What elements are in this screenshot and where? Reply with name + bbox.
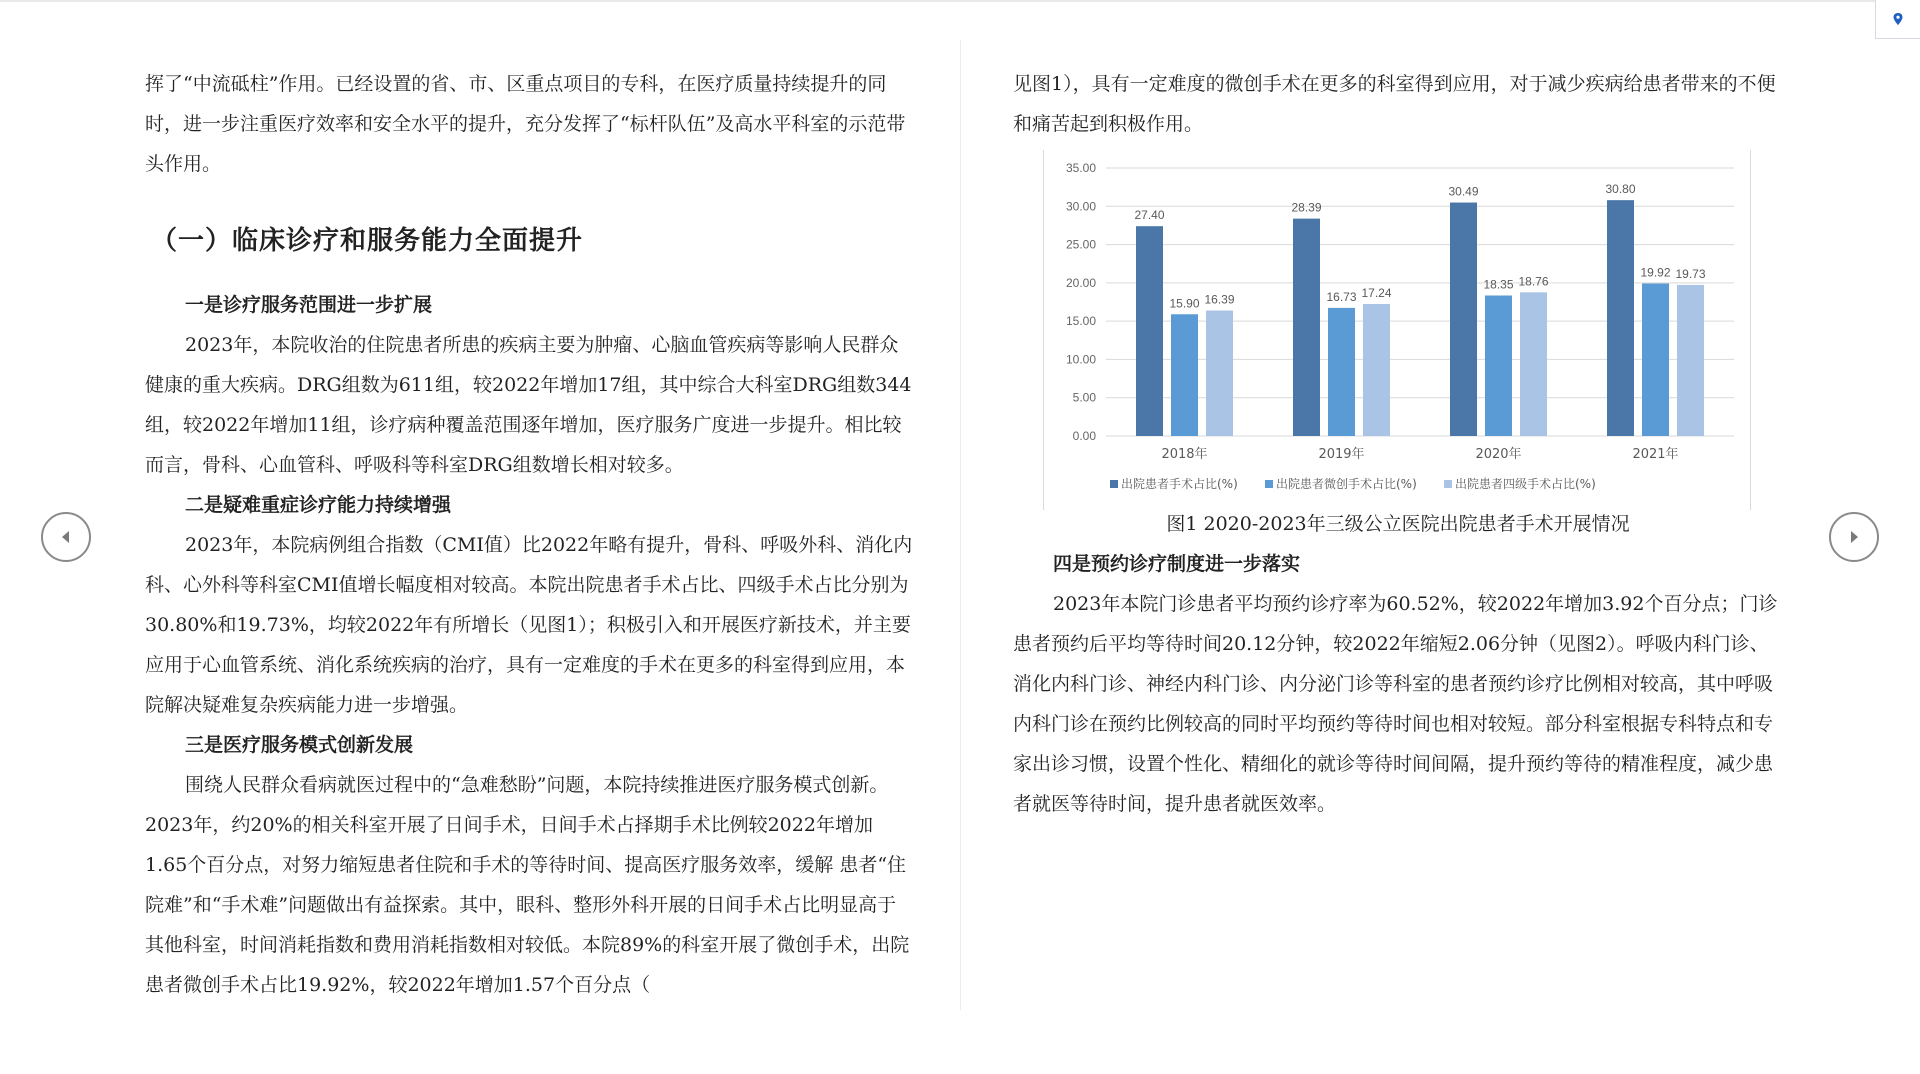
left-page: [145, 64, 915, 1005]
y-tick-label: 30.00: [1065, 199, 1096, 214]
bar: [1607, 200, 1634, 436]
subheading-scope: 一是诊疗服务范围进一步扩展: [185, 294, 433, 316]
y-tick-label: 10.00: [1065, 352, 1096, 367]
figure-caption: 图1 2020-2023年三级公立医院出院患者手术开展情况: [1166, 513, 1630, 535]
bar: [1171, 314, 1198, 436]
bar: [1363, 304, 1390, 436]
right-page: [1013, 64, 1783, 824]
data-label: 19.92: [1640, 265, 1671, 280]
legend-swatch: [1265, 480, 1273, 488]
chevron-right-icon: [1844, 527, 1864, 547]
bar: [1450, 203, 1477, 436]
x-tick-label: 2021年: [1632, 447, 1679, 462]
data-label: 30.49: [1448, 184, 1479, 199]
bar: [1642, 283, 1669, 436]
legend-label: 出院患者手术占比(%): [1121, 477, 1238, 491]
data-label: 17.24: [1361, 285, 1392, 300]
bar: [1328, 308, 1355, 436]
page-divider: [960, 40, 961, 1010]
bar: [1136, 226, 1163, 436]
bar: [1485, 295, 1512, 436]
legend-swatch: [1444, 480, 1452, 488]
y-tick-label: 15.00: [1065, 314, 1096, 329]
data-label: 18.35: [1483, 277, 1514, 292]
surgery-bar-chart: [1043, 150, 1751, 510]
paragraph-difficult-cases: 2023年，本院病例组合指数（CMI值）比2022年略有提升，骨科、呼吸外科、消化内科、心外科等科室CMI值增长幅度相对较高。本院出院患者手术占比、四级手术占比分别为30.80%和19.73%，均较2022年有所增长（见图1）；积极引入和开展医疗新技术，并主要应用于心血管系统、消化系统疾病的治疗，具有一定难度的手术在更多的科室得到应用，本院解决疑难复杂疾病能力进一步增强。: [145, 534, 913, 716]
data-label: 16.73: [1326, 289, 1357, 304]
bar: [1520, 292, 1547, 436]
legend-label: 出院患者微创手术占比(%): [1276, 477, 1417, 491]
x-tick-label: 2020年: [1475, 447, 1522, 462]
paragraph-scope: 2023年，本院收治的住院患者所患的疾病主要为肿瘤、心脑血管疾病等影响人民群众健康的重大疾病。DRG组数为611组，较2022年增加17组，其中综合大科室DRG组数344组，较2022年增加11组，诊疗病种覆盖范围逐年增加，医疗服务广度进一步提升。相比较而言，骨科、心血管科、呼吸科等科室DRG组数增长相对较多。: [145, 334, 912, 476]
paragraph-intro: 挥了“中流砥柱”作用。已经设置的省、市、区重点项目的专科，在医疗质量持续提升的同时，进一步注重医疗效率和安全水平的提升，充分发挥了“标杆队伍”及高水平科室的示范带头作用。: [145, 73, 906, 175]
legend-label: 出院患者四级手术占比(%): [1455, 477, 1596, 491]
legend-swatch: [1110, 480, 1118, 488]
top-border: [0, 0, 1920, 2]
y-tick-label: 5.00: [1072, 390, 1096, 405]
bar: [1206, 310, 1233, 436]
data-label: 16.39: [1204, 292, 1235, 307]
data-label: 27.40: [1134, 208, 1165, 223]
data-label: 18.76: [1518, 274, 1549, 289]
prev-page-button[interactable]: [41, 512, 91, 562]
next-page-button[interactable]: [1829, 512, 1879, 562]
subheading-appointment: 四是预约诊疗制度进一步落实: [1053, 553, 1301, 575]
paragraph-continued: 见图1），具有一定难度的微创手术在更多的科室得到应用，对于减少疾病给患者带来的不便和痛苦起到积极作用。: [1013, 73, 1776, 135]
paragraph-service-mode: 围绕人民群众看病就医过程中的“急难愁盼”问题，本院持续推进医疗服务模式创新。2023年，约20%的相关科室开展了日间手术，日间手术占择期手术比例较2022年增加1.65个百分点，对努力缩短患者住院和手术的等待时间、提高医疗服务效率，缓解 患者“住院难”和“手术难”问题做出有益探索。其中，眼科、整形外科开展的日间手术占比明显高于其他科室，时间消耗指数和费用消耗指数相对较低。本院89%的科室开展了微创手术，出院患者微创手术占比19.92%，较2022年增加1.57个百分点（: [145, 774, 910, 996]
data-label: 28.39: [1291, 200, 1322, 215]
data-label: 19.73: [1675, 266, 1706, 281]
chart-svg: [1044, 150, 1750, 510]
x-tick-label: 2019年: [1318, 447, 1365, 462]
subheading-difficult-cases: 二是疑难重症诊疗能力持续增强: [185, 494, 452, 516]
y-tick-label: 0.00: [1072, 429, 1096, 443]
subheading-service-mode: 三是医疗服务模式创新发展: [185, 734, 414, 756]
bar: [1677, 285, 1704, 436]
data-label: 30.80: [1605, 182, 1636, 197]
y-tick-label: 20.00: [1065, 275, 1096, 290]
paragraph-appointment: 2023年本院门诊患者平均预约诊疗率为60.52%，较2022年增加3.92个百分点；门诊患者预约后平均等待时间20.12分钟，较2022年缩短2.06分钟（见图2）。呼吸内科门诊、消化内科门诊、神经内科门诊、内分泌门诊等科室的患者预约诊疗比例相对较高，其中呼吸内科门诊在预约比例较高的同时平均预约等待时间也相对较短。部分科室根据专科特点和专家出诊习惯，设置个性化、精细化的就诊等待时间间隔，提升预约等待的精准程度，减少患者就医等待时间，提升患者就医效率。: [1013, 593, 1778, 815]
data-label: 15.90: [1169, 296, 1200, 311]
location-button[interactable]: [1875, 0, 1920, 39]
x-tick-label: 2018年: [1161, 447, 1208, 462]
location-pin-icon: [1892, 12, 1904, 26]
chevron-left-icon: [56, 527, 76, 547]
y-tick-label: 35.00: [1065, 161, 1096, 175]
bar: [1293, 219, 1320, 436]
y-tick-label: 25.00: [1065, 237, 1096, 252]
section-title: （一）临床诊疗和服务能力全面提升: [151, 226, 584, 256]
